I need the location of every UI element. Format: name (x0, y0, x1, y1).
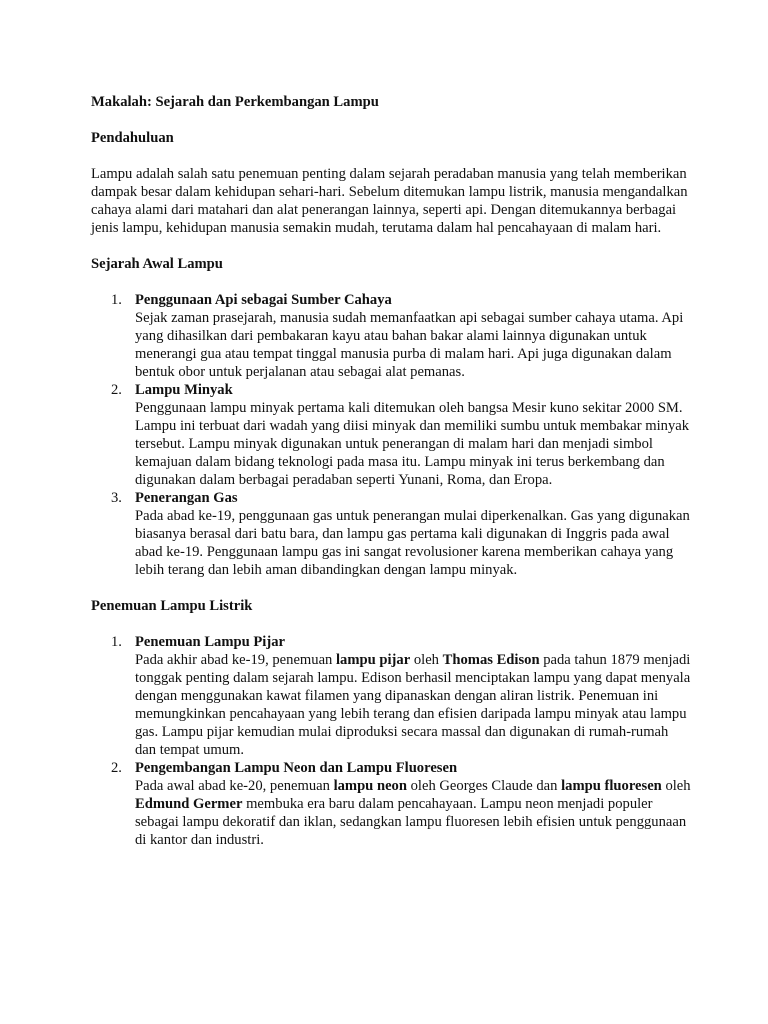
bold-term: lampu neon (333, 778, 407, 794)
list-item (91, 381, 691, 489)
list-item-title: Penerangan Gas (135, 490, 238, 506)
list-item (91, 291, 691, 381)
list-item (91, 489, 691, 579)
document-page (91, 93, 691, 849)
history-list (91, 291, 691, 579)
history-heading: Sejarah Awal Lampu (91, 256, 223, 272)
list-item-title: Penggunaan Api sebagai Sumber Cahaya (135, 292, 392, 308)
list-item (91, 759, 691, 849)
body-text: membuka era baru dalam pencahayaan. Lampu neon menjadi populer sebagai lampu dekoratif dan iklan, sedangkan lampu fluoresen lebih efisien untuk penggunaan di kantor dan industri. (135, 796, 687, 848)
electric-list (91, 633, 691, 849)
list-item-body (135, 651, 691, 759)
body-text: oleh Georges Claude dan (406, 778, 562, 794)
body-text: Pada awal abad ke-20, penemuan (135, 778, 334, 794)
body-text: pada tahun 1879 menjadi tonggak penting dalam sejarah lampu. Edison berhasil menciptakan lampu yang dapat menyala dengan menggunakan kawat filamen yang dipanaskan dengan aliran listrik. Penemuan ini memungkinkan pencahayaan yang lebih terang dan efisien daripada lampu minyak atau lampu gas. Lampu pijar kemudian mulai diproduksi secara massal dan digunakan di rumah-rumah dan tempat umum. (135, 652, 691, 758)
list-item-title: Penemuan Lampu Pijar (135, 634, 285, 650)
list-item-title: Pengembangan Lampu Neon dan Lampu Fluoresen (135, 760, 458, 776)
list-item-body (135, 777, 691, 849)
list-item-title: Lampu Minyak (135, 382, 233, 398)
electric-heading: Penemuan Lampu Listrik (91, 598, 253, 614)
intro-paragraph: Lampu adalah salah satu penemuan penting dalam sejarah peradaban manusia yang telah memberikan dampak besar dalam kehidupan sehari-hari. Sebelum ditemukan lampu listrik, manusia mengandalkan cahaya alami dari matahari dan alat penerangan lainnya, seperti api. Dengan ditemukannya berbagai jenis lampu, kehidupan manusia semakin mudah, terutama dalam hal pencahayaan di malam hari. (91, 166, 688, 236)
bold-term: Thomas Edison (442, 652, 540, 668)
body-text: oleh (410, 652, 443, 668)
body-text: oleh (661, 778, 691, 794)
list-number: 1. (111, 292, 122, 308)
list-number: 2. (111, 760, 122, 776)
list-item-body: Penggunaan lampu minyak pertama kali ditemukan oleh bangsa Mesir kuno sekitar 2000 SM. Lampu ini terbuat dari wadah yang diisi minyak dan memiliki sumbu untuk membakar minyak tersebut. Lampu minyak digunakan untuk penerangan di malam hari dan menjadi simbol kemajuan dalam bidang teknologi pada masa itu. Lampu minyak ini terus berkembang dan digunakan dalam berbagai peradaban seperti Yunani, Roma, dan Eropa. (135, 400, 690, 488)
bold-term: lampu fluoresen (561, 778, 662, 794)
list-item-body: Pada abad ke-19, penggunaan gas untuk penerangan mulai diperkenalkan. Gas yang digunakan biasanya berasal dari batu bara, dan lampu gas pertama kali digunakan di Inggris pada awal abad ke-19. Penggunaan lampu gas ini sangat revolusioner karena memberikan cahaya yang lebih terang dan lebih aman dibandingkan dengan lampu minyak. (135, 508, 690, 578)
intro-heading: Pendahuluan (91, 130, 174, 146)
list-item-body: Sejak zaman prasejarah, manusia sudah memanfaatkan api sebagai sumber cahaya utama. Api yang dihasilkan dari pembakaran kayu atau bahan bakar alami lainnya digunakan untuk menerangi gua atau tempat tinggal manusia purba di malam hari. Api juga digunakan dalam bentuk obor untuk perjalanan atau sebagai alat pemanas. (135, 310, 684, 380)
list-number: 2. (111, 382, 122, 398)
bold-term: Edmund Germer (135, 796, 243, 812)
bold-term: lampu pijar (336, 652, 411, 668)
document-title: Makalah: Sejarah dan Perkembangan Lampu (91, 94, 379, 110)
list-number: 1. (111, 634, 122, 650)
body-text: Pada akhir abad ke-19, penemuan (135, 652, 336, 668)
list-number: 3. (111, 490, 122, 506)
list-item (91, 633, 691, 759)
